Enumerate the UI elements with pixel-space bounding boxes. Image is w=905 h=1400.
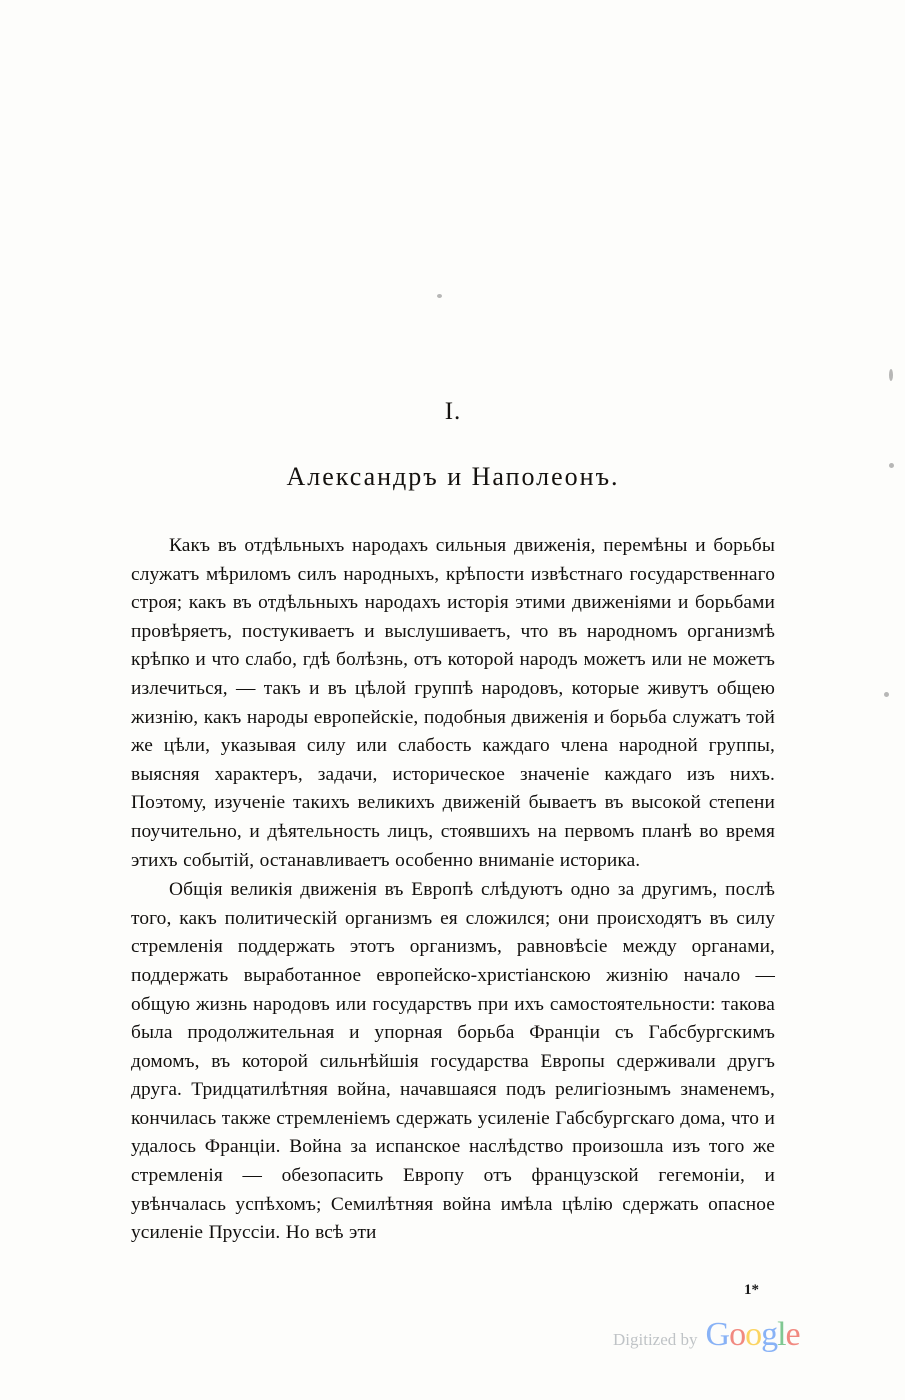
- page-signature: 1*: [744, 1282, 759, 1298]
- scan-speck: [884, 692, 889, 697]
- google-watermark: [613, 1316, 800, 1354]
- scan-speck: [437, 294, 442, 298]
- scan-speck: [889, 369, 893, 381]
- chapter-title: Александръ и Наполеонъ.: [286, 462, 620, 491]
- logo-letter-e: e: [785, 1316, 800, 1353]
- logo-letter-g: G: [705, 1316, 730, 1353]
- logo-letter-o2: o: [745, 1316, 762, 1353]
- scan-speck: [889, 463, 894, 468]
- logo-letter-o1: o: [729, 1316, 746, 1353]
- body-paragraph: Общія великія движенія въ Европѣ слѣдуютъ одно за другимъ, послѣ того, какъ политическій организмъ ея сложился; они происходятъ въ силу стремленія поддержать этотъ организмъ, равновѣсіе между органами, поддержать выработанное европейско-христіанскою жизнію начало — общую жизнь народовъ или государствъ при ихъ самостоятельности: такова была продолжительная и упорная борьба Франціи съ Габсбургскимъ домомъ, въ которой сильнѣйшія государства Европы сдерживали другъ друга. Тридцатилѣтняя война, начавшаяся подъ религіознымъ знаменемъ, кончилась также стремленіемъ сдержать усиленіе Габсбургскаго дома, что и удалось Франціи. Война за испанское наслѣдство произошла изъ того же стремленія — обезопасить Европу отъ французской гегемоніи, и увѣнчалась успѣхомъ; Семилѣтняя война имѣла цѣлію сдержать опасное усиленіе Пруссіи. Но всѣ эти: [131, 879, 775, 1244]
- page-content: [131, 398, 775, 1249]
- logo-letter-g2: g: [761, 1316, 778, 1353]
- chapter-number: I.: [444, 398, 462, 425]
- google-logo: [706, 1316, 800, 1354]
- watermark-prefix: Digitized by: [613, 1330, 698, 1349]
- body-paragraph: Какъ въ отдѣльныхъ народахъ сильныя движенія, перемѣны и борьбы служатъ мѣриломъ силъ народныхъ, крѣпости извѣстнаго государственнаго строя; какъ въ отдѣльныхъ народахъ исторія этими движеніями и борьбами провѣряетъ, постукиваетъ и выслушиваетъ, что въ народномъ организмѣ крѣпко и что слабо, гдѣ болѣзнь, отъ которой народъ можетъ или не можетъ излечиться, — такъ и въ цѣлой группѣ народовъ, которые живутъ общею жизнію, какъ народы европейскіе, подобныя движенія и борьба служатъ той же цѣли, указывая силу или слабость каждаго члена народной группы, выясняя характеръ, задачи, историческое значеніе каждаго изъ нихъ. Поэтому, изученіе такихъ великихъ движеній бываетъ въ высокой степени поучительно, и дѣятельность лицъ, стоявшихъ на первомъ планѣ во время этихъ событій, останавливаетъ особенно вниманіе историка.: [131, 535, 775, 871]
- logo-letter-l: l: [777, 1316, 786, 1353]
